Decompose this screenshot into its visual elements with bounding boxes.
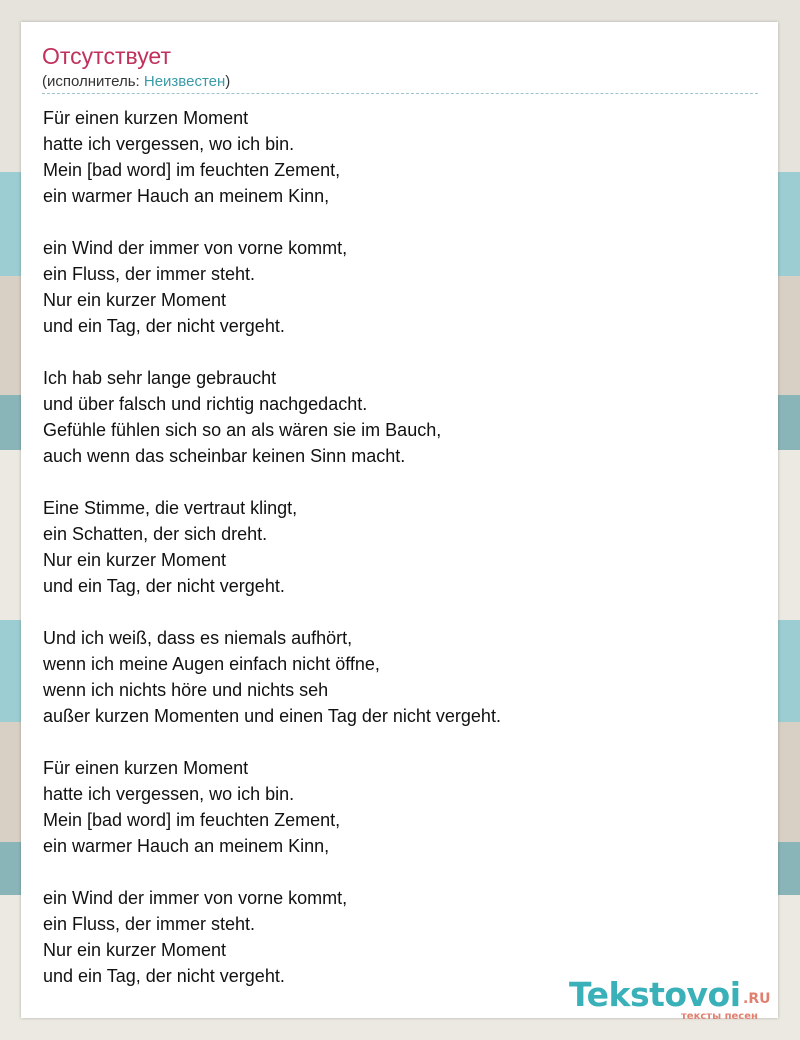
lyric-line: Für einen kurzen Moment	[43, 108, 249, 128]
lyric-line: Ich hab sehr lange gebraucht	[43, 368, 277, 388]
lyrics-stanza	[43, 235, 753, 339]
lyrics-stanza	[43, 495, 753, 599]
lyric-line: hatte ich vergessen, wo ich bin.	[43, 134, 295, 154]
logo-tagline: тексты песен	[681, 1011, 758, 1022]
lyrics-stanza	[43, 885, 753, 989]
lyric-line: und ein Tag, der nicht vergeht.	[43, 966, 285, 986]
lyric-line: Mein [bad word] im feuchten Zement,	[43, 160, 341, 180]
lyrics-stanza	[43, 625, 753, 729]
lyric-line: ein warmer Hauch an meinem Kinn,	[43, 186, 330, 206]
lyric-line: hatte ich vergessen, wo ich bin.	[43, 784, 295, 804]
site-logo[interactable]	[569, 977, 799, 1023]
artist-line	[42, 72, 230, 92]
lyrics-body	[43, 105, 753, 1015]
lyric-line: ein Fluss, der immer steht.	[43, 264, 256, 284]
lyric-line: ein Schatten, der sich dreht.	[43, 524, 268, 544]
lyric-line: wenn ich meine Augen einfach nicht öffne,	[43, 654, 380, 674]
lyric-line: außer kurzen Momenten und einen Tag der nicht vergeht.	[43, 706, 501, 726]
dashed-divider	[42, 93, 758, 94]
lyric-line: und ein Tag, der nicht vergeht.	[43, 316, 285, 336]
logo-name: Tekstovoi	[569, 975, 741, 1014]
lyric-line: Für einen kurzen Moment	[43, 758, 249, 778]
song-title: Отсутствует	[42, 43, 171, 69]
lyric-line: und über falsch und richtig nachgedacht.	[43, 394, 368, 414]
lyric-line: Nur ein kurzer Moment	[43, 940, 227, 960]
artist-suffix: )	[225, 73, 231, 90]
lyric-line: und ein Tag, der nicht vergeht.	[43, 576, 285, 596]
artist-prefix: (исполнитель:	[42, 73, 144, 90]
lyric-line: Gefühle fühlen sich so an als wären sie im Bauch,	[43, 420, 442, 440]
lyric-line: ein Fluss, der immer steht.	[43, 914, 256, 934]
lyrics-stanza	[43, 105, 753, 209]
lyric-line: wenn ich nichts höre und nichts seh	[43, 680, 329, 700]
lyric-line: Nur ein kurzer Moment	[43, 550, 227, 570]
artist-link[interactable]: Неизвестен	[143, 73, 226, 90]
lyric-line: auch wenn das scheinbar keinen Sinn macht.	[43, 446, 406, 466]
lyric-line: ein Wind der immer von vorne kommt,	[43, 888, 348, 908]
lyric-line: ein warmer Hauch an meinem Kinn,	[43, 836, 330, 856]
logo-tld: .RU	[743, 991, 771, 1007]
lyrics-stanza	[43, 755, 753, 859]
lyric-line: Mein [bad word] im feuchten Zement,	[43, 810, 341, 830]
lyric-line: Nur ein kurzer Moment	[43, 290, 227, 310]
lyric-line: Und ich weiß, dass es niemals aufhört,	[43, 628, 353, 648]
lyrics-stanza	[43, 365, 753, 469]
lyric-line: Eine Stimme, die vertraut klingt,	[43, 498, 298, 518]
lyrics-card	[21, 22, 778, 1022]
lyric-line: ein Wind der immer von vorne kommt,	[43, 238, 348, 258]
